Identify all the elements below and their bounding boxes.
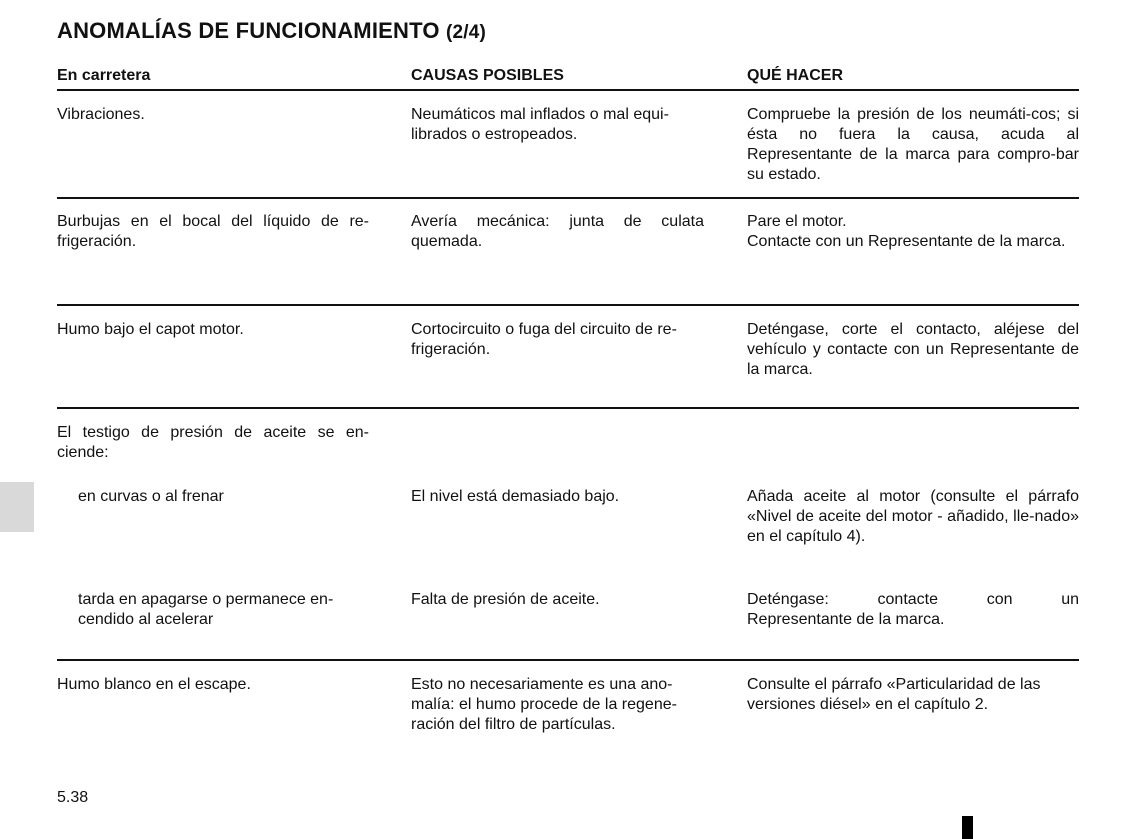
chapter-tab — [0, 482, 34, 532]
page-title — [57, 18, 486, 44]
row-4b-issue: tarda en apagarse o permanece en-cendido al acelerar — [78, 591, 334, 628]
row-3-cause: Cortocircuito o fuga del circuito de re-frigeración. — [411, 321, 677, 358]
row-4a-issue: en curvas o al frenar — [78, 488, 224, 505]
row-2-cause: Avería mecánica: junta de culata quemada. — [411, 213, 704, 250]
row-1-issue: Vibraciones. — [57, 106, 145, 123]
column-header-road: En carretera — [57, 67, 151, 84]
row-5-issue: Humo blanco en el escape. — [57, 676, 251, 693]
row-2-action — [747, 212, 1079, 252]
column-header-causes: CAUSAS POSIBLES — [411, 67, 564, 84]
row-5-action: Consulte el párrafo «Particularidad de las versiones diésel» en el capítulo 2. — [747, 676, 1041, 713]
row-1-action: Compruebe la presión de los neumáti-cos; si ésta no fuera la causa, acuda al Representante de la marca para compro-bar su estado. — [747, 106, 1079, 183]
page-end-marker — [962, 816, 973, 839]
row-3-issue: Humo bajo el capot motor. — [57, 321, 244, 338]
row-4b-action — [747, 590, 1079, 630]
row-divider — [57, 304, 1079, 306]
row-5-cause: Esto no necesariamente es una ano-malía: el humo procede de la regene-ración del filtro de partículas. — [411, 676, 677, 733]
row-2-issue: Burbujas en el bocal del líquido de re-frigeración. — [57, 213, 369, 250]
row-4b-cause: Falta de presión de aceite. — [411, 591, 600, 608]
row-divider — [57, 197, 1079, 199]
row-4b-action-line-1: Deténgase: contacte con un — [747, 591, 1079, 608]
row-3-action: Deténgase, corte el contacto, aléjese del vehículo y contacte con un Representante de la marca. — [747, 321, 1079, 378]
row-4a-cause: El nivel está demasiado bajo. — [411, 488, 620, 505]
row-2-action-line-1: Pare el motor. — [747, 213, 847, 230]
page-indicator: (2/4) — [445, 22, 487, 43]
title-text: ANOMALÍAS DE FUNCIONAMIENTO — [57, 18, 440, 43]
row-4a-action: Añada aceite al motor (consulte el párrafo «Nivel de aceite del motor - añadido, lle-nado» en el capítulo 4). — [747, 488, 1079, 545]
column-header-actions: QUÉ HACER — [747, 67, 844, 84]
header-divider — [57, 89, 1079, 91]
page-number: 5.38 — [57, 789, 89, 806]
row-divider — [57, 659, 1079, 661]
row-1-cause: Neumáticos mal inflados o mal equi-librados o estropeados. — [411, 106, 669, 143]
row-divider — [57, 407, 1079, 409]
row-4-issue: El testigo de presión de aceite se en-ciende: — [57, 424, 369, 461]
row-4b-action-line-2: Representante de la marca. — [747, 611, 945, 628]
row-2-action-line-2: Contacte con un Representante de la marca. — [747, 233, 1066, 250]
